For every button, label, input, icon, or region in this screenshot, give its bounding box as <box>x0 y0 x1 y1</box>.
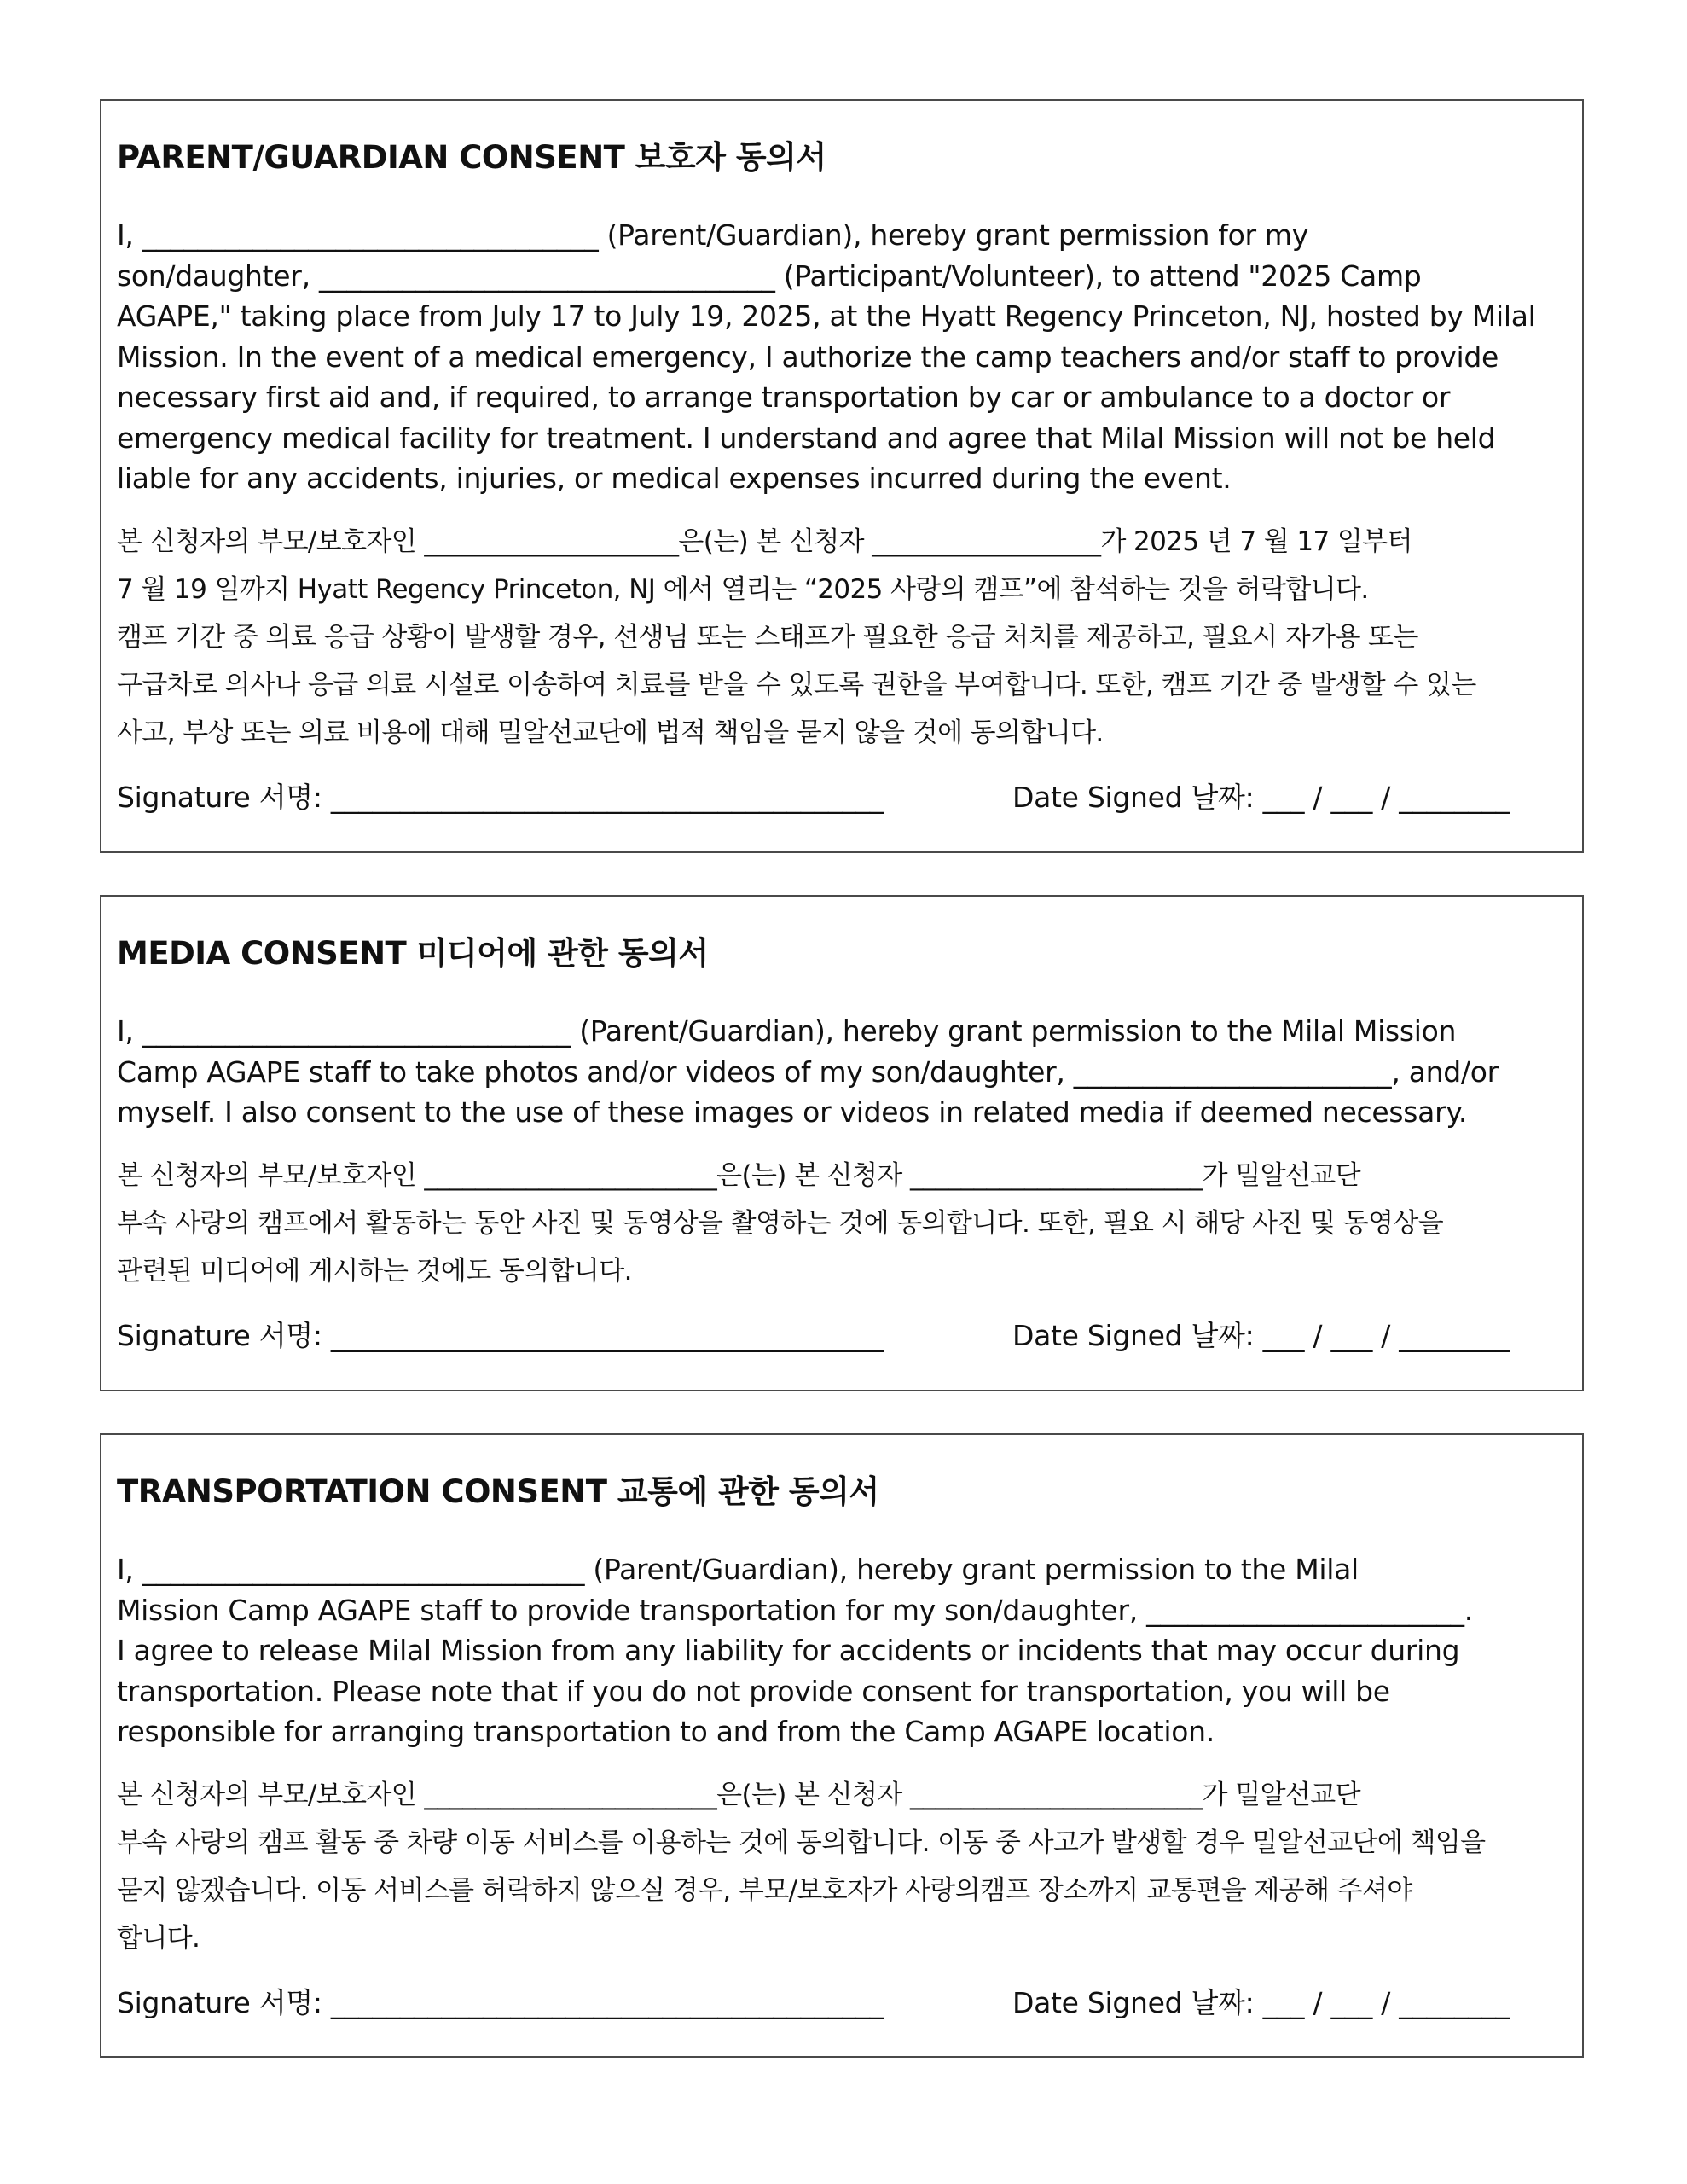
english-consent-text <box>117 1011 1567 1133</box>
signature-row <box>117 1314 1567 1354</box>
text-line: transportation. Please note that if you do not provide consent for transportation, you will be <box>117 1674 1390 1708</box>
text-line: Mission Camp AGAPE staff to provide transportation for my son/daughter, _______________________. <box>117 1593 1473 1627</box>
media-consent-section <box>100 895 1584 1391</box>
text-line: AGAPE," taking place from July 17 to July 19, 2025, at the Hyatt Regency Princeton, NJ, hosted by Milal <box>117 299 1536 333</box>
text-line: liable for any accidents, injuries, or medical expenses incurred during the event. <box>117 462 1232 495</box>
text-line: 관련된 미디어에 게시하는 것에도 동의합니다. <box>117 1255 632 1287</box>
parent-guardian-consent-section <box>100 99 1584 853</box>
text-line: I, _________________________________ (Parent/Guardian), hereby grant permission for my <box>117 218 1308 252</box>
text-line: son/daughter, _________________________________ (Participant/Volunteer), to attend "2025 Camp <box>117 258 1422 293</box>
text-line: 캠프 기간 중 의료 응급 상황이 발생할 경우, 선생님 또는 스태프가 필요한 응급 처치를 제공하고, 필요시 자가용 또는 <box>117 621 1418 653</box>
text-line: 7 월 19 일까지 Hyatt Regency Princeton, NJ 에서 열리는 “2025 사랑의 캠프”에 참석하는 것을 허락합니다. <box>117 573 1369 605</box>
english-consent-text <box>117 215 1567 499</box>
korean-consent-text <box>117 1771 1567 1962</box>
text-line: responsible for arranging transportation to and from the Camp AGAPE location. <box>117 1715 1215 1748</box>
signature-row <box>117 1981 1567 2021</box>
text-line: 부속 사랑의 캠프 활동 중 차량 이동 서비스를 이용하는 것에 동의합니다. 이동 중 사고가 발생할 경우 밀알선교단에 책임을 <box>117 1827 1486 1858</box>
text-line: 부속 사랑의 캠프에서 활동하는 동안 사진 및 동영상을 촬영하는 것에 동의합니다. 또한, 필요 시 해당 사진 및 동영상을 <box>117 1207 1444 1239</box>
korean-consent-text <box>117 1152 1567 1295</box>
section-title: PARENT/GUARDIAN CONSENT 보호자 동의서 <box>117 139 826 176</box>
signature-field[interactable]: Signature 서명: ________________________________________ <box>117 1318 884 1352</box>
text-line: 사고, 부상 또는 의료 비용에 대해 밀알선교단에 법적 책임을 묻지 않을 것에 동의합니다. <box>117 717 1104 748</box>
text-line: 본 신청자의 부모/보호자인 _______________________은(는) 본 신청자 _______________________가 밀알선교단 <box>117 1779 1360 1810</box>
text-line: Camp AGAPE staff to take photos and/or videos of my son/daughter, _______________________, and/or <box>117 1054 1499 1089</box>
date-signed-field[interactable]: Date Signed 날짜: ___ / ___ / ________ <box>1012 780 1510 814</box>
english-consent-text <box>117 1549 1567 1752</box>
text-line: Mission. In the event of a medical emergency, I authorize the camp teachers and/or staff to provide <box>117 340 1499 374</box>
text-line: 본 신청자의 부모/보호자인 _______________________은(는) 본 신청자 _______________________가 밀알선교단 <box>117 1159 1360 1191</box>
text-line: 합니다. <box>117 1922 200 1954</box>
signature-field[interactable]: Signature 서명: ________________________________________ <box>117 780 884 814</box>
section-title: MEDIA CONSENT 미디어에 관한 동의서 <box>117 935 709 972</box>
text-line: I, ________________________________ (Parent/Guardian), hereby grant permission to the Milal <box>117 1553 1359 1586</box>
korean-consent-text <box>117 518 1567 757</box>
text-line: 구급차로 의사나 응급 의료 시설로 이송하여 치료를 받을 수 있도록 권한을 부여합니다. 또한, 캠프 기간 중 발생할 수 있는 <box>117 669 1476 700</box>
date-signed-field[interactable]: Date Signed 날짜: ___ / ___ / ________ <box>1012 1985 1510 2019</box>
signature-row <box>117 775 1567 816</box>
signature-field[interactable]: Signature 서명: ________________________________________ <box>117 1985 884 2019</box>
text-line: I, _______________________________ (Parent/Guardian), hereby grant permission to the Milal Mission <box>117 1014 1457 1048</box>
text-line: 묻지 않겠습니다. 이동 서비스를 허락하지 않으실 경우, 부모/보호자가 사랑의캠프 장소까지 교통편을 제공해 주셔야 <box>117 1874 1412 1906</box>
text-line: I agree to release Milal Mission from any liability for accidents or incidents that may occur during <box>117 1634 1460 1667</box>
section-title: TRANSPORTATION CONSENT 교통에 관한 동의서 <box>117 1473 879 1510</box>
date-signed-field[interactable]: Date Signed 날짜: ___ / ___ / ________ <box>1012 1318 1510 1352</box>
text-line: 본 신청자의 부모/보호자인 ____________________은(는) 본 신청자 __________________가 2025 년 7 월 17 일부터 <box>117 526 1412 557</box>
transportation-consent-section <box>100 1433 1584 2058</box>
text-line: necessary first aid and, if required, to arrange transportation by car or ambulance to a doctor or <box>117 380 1451 414</box>
text-line: myself. I also consent to the use of these images or videos in related media if deemed necessary. <box>117 1095 1468 1129</box>
text-line: emergency medical facility for treatment. I understand and agree that Milal Mission will not be held <box>117 421 1496 455</box>
